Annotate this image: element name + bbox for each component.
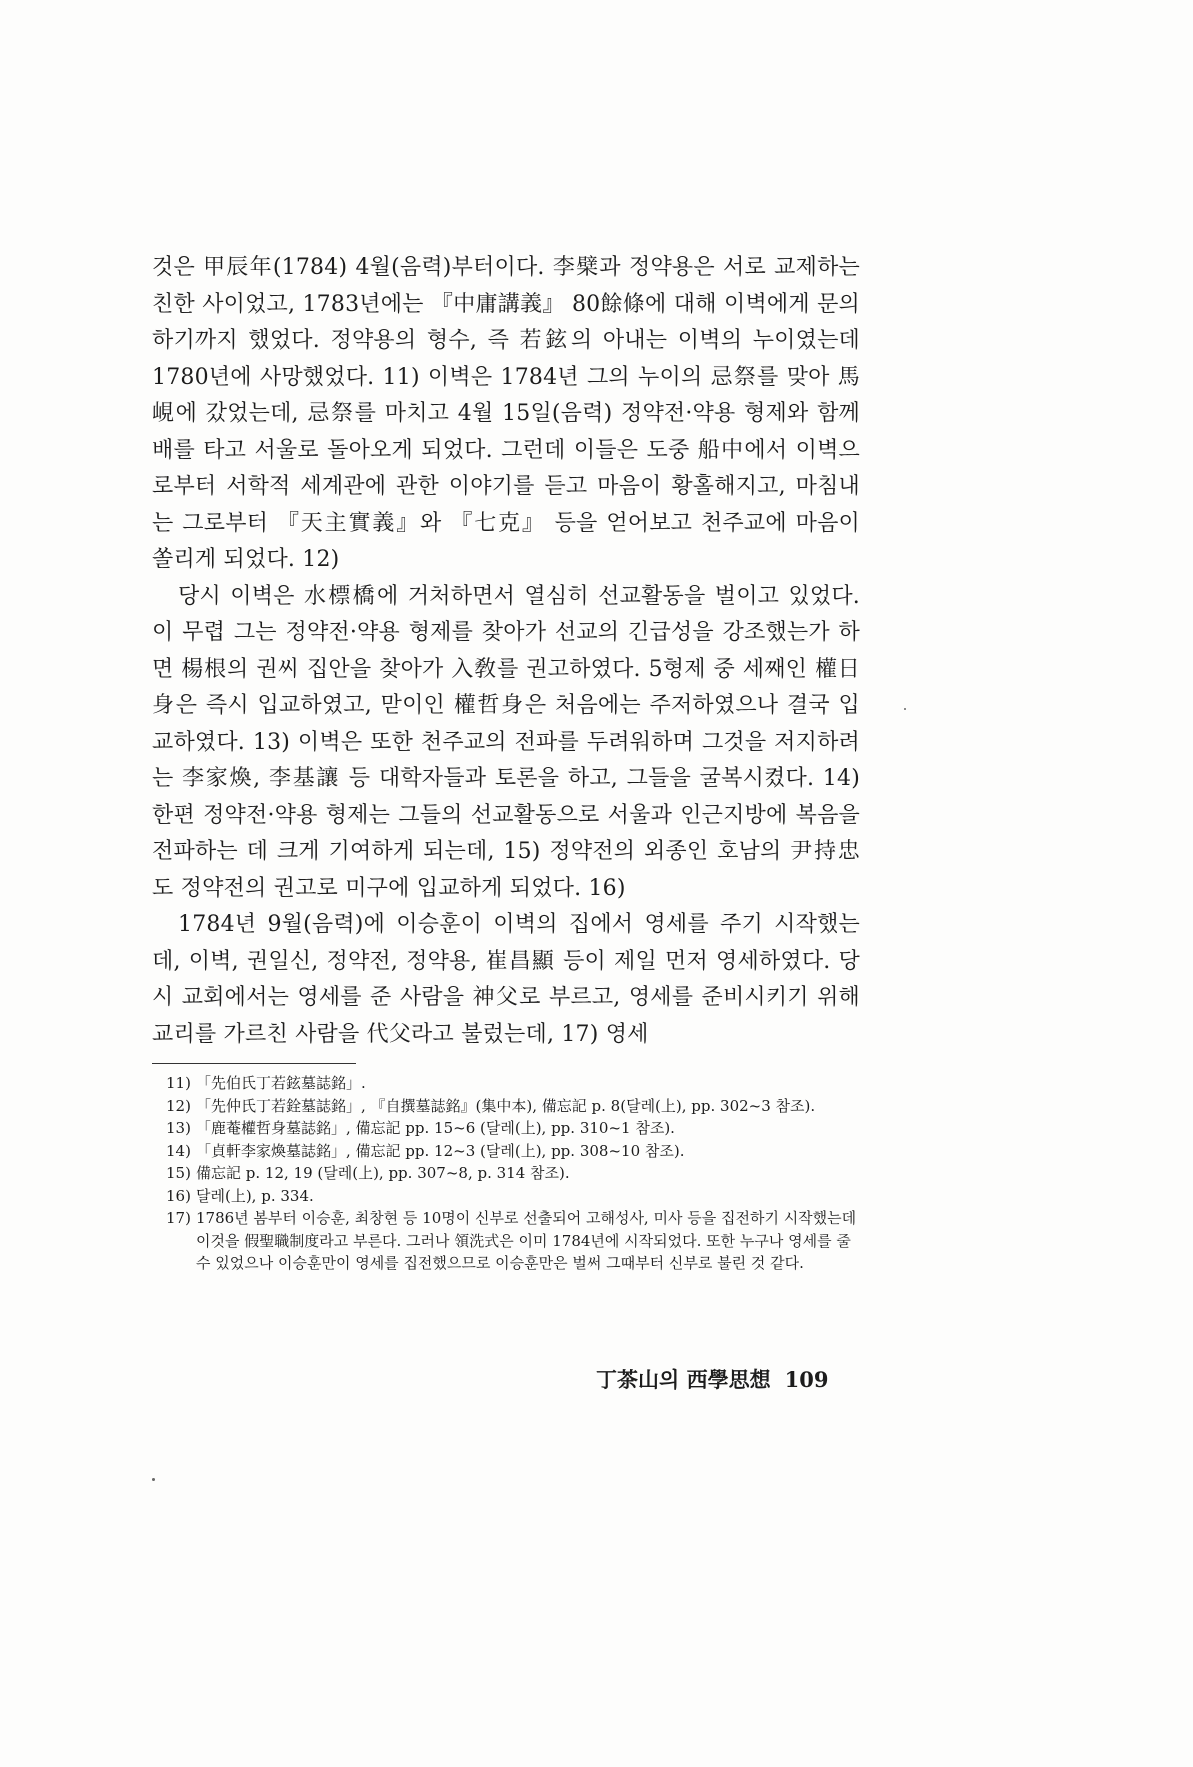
paragraph: 1784년 9월(음력)에 이승훈이 이벽의 집에서 영세를 주기 시작했는데, 이벽, 권일신, 정약전, 정약용, 崔昌顯 등이 제일 먼저 영세하였다. 당시 교회에서는 영세를 준 사람을 神父로 부르고, 영세를 준비시키기 위해 교리를 가르친 사람을 代父라고 불렀는데, 17) 영세: [152, 912, 860, 1047]
running-footer: [596, 1364, 896, 1394]
footnote-text: 달레(上), p. 334.: [196, 1186, 314, 1205]
footnote: [166, 1185, 866, 1208]
footnotes: [166, 1072, 866, 1275]
footnote-number: 16): [166, 1186, 191, 1205]
footnote-number: 14): [166, 1141, 191, 1160]
footnote: [166, 1095, 866, 1118]
footer-title: 丁茶山의 西學思想: [596, 1367, 771, 1392]
footnote-number: 11): [166, 1074, 191, 1092]
footnote-text: 「先伯氏丁若鉉墓誌銘」.: [196, 1074, 366, 1092]
footnote: [166, 1117, 866, 1140]
footnote: [166, 1162, 866, 1185]
footnote-number: 15): [166, 1164, 191, 1182]
footnote-text: 「鹿菴權哲身墓誌銘」, 備忘記 pp. 15~6 (달레(上), pp. 310~1 참조).: [196, 1119, 675, 1137]
footnote-rule: [152, 1063, 356, 1064]
paragraph: 당시 이벽은 水標橋에 거처하면서 열심히 선교활동을 벌이고 있었다. 이 무렵 그는 정약전·약용 형제를 찾아가 선교의 긴급성을 강조했는가 하면 楊根의 권씨 집안을 찾아가 入敎를 권고하였다. 5형제 중 세째인 權日身은 즉시 입교하였고, 맏이인 權哲身은 처음에는 주저하였으나 결국 입교하였다. 13) 이벽은 또한 천주교의 전파를 두려워하며 그것을 저지하려는 李家煥, 李基讓 등 대학자들과 토론을 하고, 그들을 굴복시켰다. 14) 한편 정약전·약용 형제는 그들의 선교활동으로 서울과 인근지방에 복음을 전파하는 데 크게 기여하게 되는데, 15) 정약전의 외종인 호남의 尹持忠도 정약전의 권고로 미구에 입교하게 되었다. 16): [152, 583, 860, 901]
footnote-number: 12): [166, 1096, 191, 1115]
footnote: [166, 1207, 866, 1275]
page-number: 109: [784, 1367, 829, 1392]
footnote-text: 1786년 봄부터 이승훈, 최창현 등 10명이 신부로 선출되어 고해성사, 미사 등을 집전하기 시작했는데 이것을 假聖職制度라고 부른다. 그러나 領洗式은 이미 1784년에 시작되었다. 또한 누구나 영세를 줄 수 있었으나 이승훈만이 영세를 집전했으므로 이승훈만은 벌써 그때부터 신부로 불린 것 같다.: [196, 1209, 857, 1272]
scan-speck: [904, 708, 906, 710]
body-text: [152, 250, 860, 1053]
footnote-text: 備忘記 p. 12, 19 (달레(上), pp. 307~8, p. 314 참조).: [196, 1164, 570, 1182]
footnote: [166, 1140, 866, 1163]
footnote-text: 「貞軒李家煥墓誌銘」, 備忘記 pp. 12~3 (달레(上), pp. 308~10 참조).: [196, 1141, 685, 1160]
footnote: [166, 1072, 866, 1095]
scan-speck: [152, 1478, 155, 1481]
paragraph: 것은 甲辰年(1784) 4월(음력)부터이다. 李檗과 정약용은 서로 교제하는 친한 사이었고, 1783년에는 『中庸講義』 80餘條에 대해 이벽에게 문의하기까지 했었다. 정약용의 형수, 즉 若鉉의 아내는 이벽의 누이였는데 1780년에 사망했었다. 11) 이벽은 1784년 그의 누이의 忌祭를 맞아 馬峴에 갔었는데, 忌祭를 마치고 4월 15일(음력) 정약전·약용 형제와 함께 배를 타고 서울로 돌아오게 되었다. 그런데 이들은 도중 船中에서 이벽으로부터 서학적 세계관에 관한 이야기를 듣고 마음이 황홀해지고, 마침내는 그로부터 『天主實義』와 『七克』 등을 얻어보고 천주교에 마음이 쏠리게 되었다. 12): [152, 255, 860, 572]
footnote-number: 13): [166, 1119, 191, 1137]
footnote-text: 「先仲氏丁若銓墓誌銘」, 『自撰墓誌銘』(集中本), 備忘記 p. 8(달레(上), pp. 302~3 참조).: [196, 1096, 816, 1115]
footnote-number: 17): [166, 1209, 191, 1227]
